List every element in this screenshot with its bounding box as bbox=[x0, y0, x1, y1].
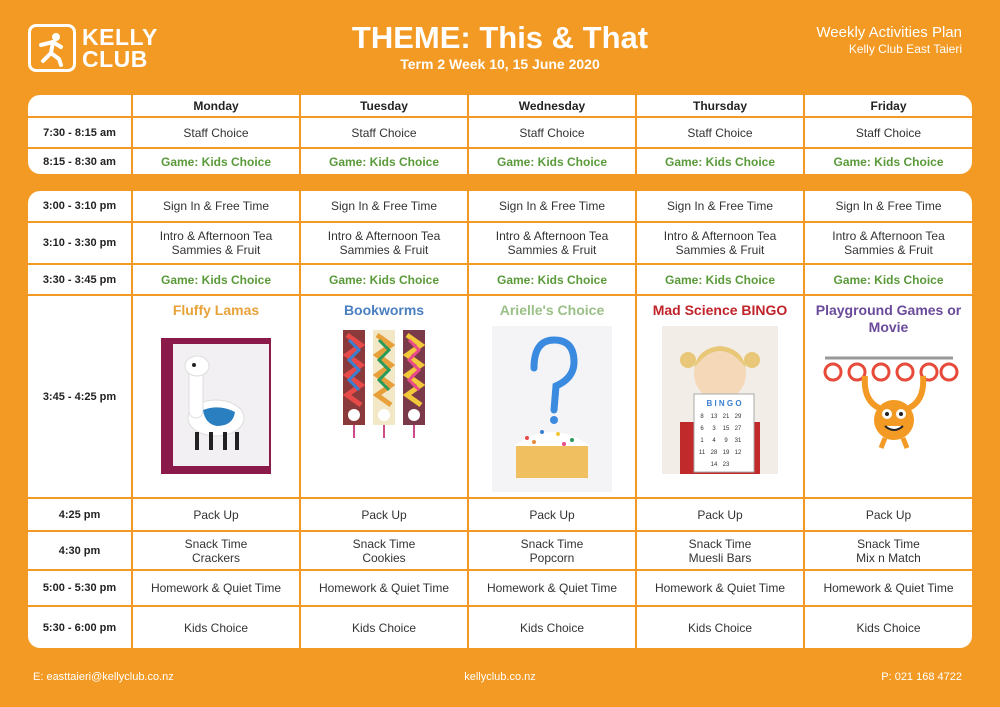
tea-line-1: Intro & Afternoon Tea bbox=[495, 229, 609, 243]
snack-item: Muesli Bars bbox=[688, 550, 752, 565]
game-cell: Game: Kids Choice bbox=[636, 148, 804, 174]
schedule-cell bbox=[636, 222, 804, 264]
bingo-card-letters: B I N G O bbox=[706, 399, 742, 408]
schedule-cell: Homework & Quiet Time bbox=[804, 570, 972, 606]
schedule-cell: Staff Choice bbox=[132, 117, 300, 148]
monkey-bars-icon bbox=[819, 354, 959, 450]
bingo-number: 21 bbox=[722, 414, 730, 420]
schedule-cell: Sign In & Free Time bbox=[300, 191, 468, 222]
time-label: 3:10 - 3:30 pm bbox=[28, 222, 132, 264]
snack-label: Snack Time bbox=[857, 536, 920, 551]
schedule-cell bbox=[636, 531, 804, 570]
schedule-cell bbox=[804, 531, 972, 570]
bingo-number: 31 bbox=[734, 438, 742, 444]
tea-line-1: Intro & Afternoon Tea bbox=[327, 229, 441, 243]
time-label: 7:30 - 8:15 am bbox=[28, 117, 132, 148]
afternoon-schedule-panel bbox=[28, 191, 972, 648]
schedule-cell: Kids Choice bbox=[132, 606, 300, 648]
llama-craft-image bbox=[161, 338, 271, 474]
time-label: 5:00 - 5:30 pm bbox=[28, 570, 132, 606]
bingo-number: 1 bbox=[700, 438, 704, 444]
activity-title: Bookworms bbox=[343, 302, 425, 318]
day-header: Wednesday bbox=[468, 95, 636, 117]
schedule-cell bbox=[804, 222, 972, 264]
schedule-cell: Homework & Quiet Time bbox=[468, 570, 636, 606]
tea-line-1: Intro & Afternoon Tea bbox=[832, 229, 945, 243]
bingo-number: 12 bbox=[734, 450, 742, 456]
schedule-cell bbox=[468, 531, 636, 570]
snack-item: Mix n Match bbox=[856, 550, 921, 565]
bingo-number: 11 bbox=[698, 450, 706, 456]
game-cell: Game: Kids Choice bbox=[300, 148, 468, 174]
activity-cell bbox=[132, 295, 300, 498]
snack-item: Crackers bbox=[191, 550, 240, 565]
page-subtitle: Term 2 Week 10, 15 June 2020 bbox=[400, 56, 600, 72]
schedule-cell: Kids Choice bbox=[804, 606, 972, 648]
schedule-cell bbox=[300, 531, 468, 570]
bingo-number: 29 bbox=[734, 414, 742, 420]
club-name: Kelly Club East Taieri bbox=[848, 42, 962, 56]
snack-label: Snack Time bbox=[688, 536, 752, 551]
snack-label: Snack Time bbox=[520, 536, 584, 551]
bingo-number: 19 bbox=[722, 450, 730, 456]
bingo-number: 4 bbox=[712, 438, 716, 444]
schedule-cell bbox=[468, 222, 636, 264]
bingo-number: 8 bbox=[700, 414, 704, 420]
activity-cell bbox=[804, 295, 972, 498]
schedule-cell: Pack Up bbox=[468, 498, 636, 531]
schedule-cell: Homework & Quiet Time bbox=[132, 570, 300, 606]
game-cell: Game: Kids Choice bbox=[804, 264, 972, 295]
question-cupcake-image bbox=[492, 326, 612, 492]
schedule-cell: Staff Choice bbox=[300, 117, 468, 148]
snack-item: Cookies bbox=[362, 550, 406, 565]
morning-schedule-panel bbox=[28, 95, 972, 174]
activity-cell bbox=[636, 295, 804, 498]
schedule-cell: Kids Choice bbox=[636, 606, 804, 648]
schedule-cell bbox=[132, 222, 300, 264]
activity-title: Mad Science BINGO bbox=[652, 302, 788, 318]
bingo-number: 23 bbox=[722, 462, 730, 468]
bingo-number: 27 bbox=[734, 426, 742, 432]
bingo-number: 14 bbox=[710, 462, 718, 468]
game-cell: Game: Kids Choice bbox=[132, 264, 300, 295]
bingo-girl-image bbox=[662, 326, 778, 474]
schedule-cell: Pack Up bbox=[300, 498, 468, 531]
time-label: 3:30 - 3:45 pm bbox=[28, 264, 132, 295]
time-label: 8:15 - 8:30 am bbox=[28, 148, 132, 174]
schedule-cell: Sign In & Free Time bbox=[132, 191, 300, 222]
schedule-cell: Pack Up bbox=[804, 498, 972, 531]
bingo-number: 13 bbox=[710, 414, 718, 420]
bingo-number: 9 bbox=[724, 438, 728, 444]
schedule-cell: Sign In & Free Time bbox=[804, 191, 972, 222]
time-label: 3:00 - 3:10 pm bbox=[28, 191, 132, 222]
bingo-number: 6 bbox=[700, 426, 704, 432]
schedule-cell: Kids Choice bbox=[468, 606, 636, 648]
activity-cell bbox=[300, 295, 468, 498]
schedule-cell: Staff Choice bbox=[468, 117, 636, 148]
day-header: Friday bbox=[804, 95, 972, 117]
logo-text-kelly: KELLY bbox=[82, 24, 158, 50]
page-title: THEME: This & That bbox=[351, 20, 649, 55]
corner-cell bbox=[28, 95, 132, 117]
bingo-number: 28 bbox=[710, 450, 718, 456]
tea-line-2: Sammies & Fruit bbox=[675, 243, 765, 257]
schedule-cell bbox=[300, 222, 468, 264]
schedule-cell: Staff Choice bbox=[636, 117, 804, 148]
footer-website[interactable]: kellyclub.co.nz bbox=[464, 671, 536, 683]
schedule-cell: Pack Up bbox=[132, 498, 300, 531]
logo-text-club: CLUB bbox=[82, 46, 148, 72]
activity-cell bbox=[468, 295, 636, 498]
bingo-number: 15 bbox=[722, 426, 730, 432]
plan-title: Weekly Activities Plan bbox=[816, 24, 962, 41]
time-label: 4:25 pm bbox=[28, 498, 132, 531]
time-label: 5:30 - 6:00 pm bbox=[28, 606, 132, 648]
day-header: Thursday bbox=[636, 95, 804, 117]
snack-label: Snack Time bbox=[184, 536, 248, 551]
tea-line-1: Intro & Afternoon Tea bbox=[159, 229, 273, 243]
schedule-cell: Sign In & Free Time bbox=[636, 191, 804, 222]
bingo-number: 3 bbox=[712, 426, 716, 432]
tea-line-2: Sammies & Fruit bbox=[339, 243, 429, 257]
snack-label: Snack Time bbox=[352, 536, 416, 551]
schedule-cell bbox=[132, 531, 300, 570]
footer-email[interactable]: E: easttaieri@kellyclub.co.nz bbox=[33, 671, 174, 683]
schedule-cell: Kids Choice bbox=[300, 606, 468, 648]
game-cell: Game: Kids Choice bbox=[132, 148, 300, 174]
snack-item: Popcorn bbox=[529, 550, 575, 565]
time-label: 4:30 pm bbox=[28, 531, 132, 570]
tea-line-2: Sammies & Fruit bbox=[171, 243, 261, 257]
schedule-cell: Homework & Quiet Time bbox=[636, 570, 804, 606]
game-cell: Game: Kids Choice bbox=[468, 264, 636, 295]
activity-title: Fluffy Lamas bbox=[172, 302, 260, 318]
tea-line-2: Sammies & Fruit bbox=[844, 243, 933, 257]
morning-table bbox=[28, 95, 972, 174]
day-header: Tuesday bbox=[300, 95, 468, 117]
schedule-cell: Homework & Quiet Time bbox=[300, 570, 468, 606]
tea-line-1: Intro & Afternoon Tea bbox=[663, 229, 777, 243]
schedule-cell: Staff Choice bbox=[804, 117, 972, 148]
activity-title: Playground Games or Movie bbox=[815, 302, 962, 335]
schedule-cell: Sign In & Free Time bbox=[468, 191, 636, 222]
bookworm-craft-image bbox=[339, 330, 429, 440]
afternoon-table bbox=[28, 191, 972, 648]
activity-title: Arielle's Choice bbox=[499, 302, 605, 318]
game-cell: Game: Kids Choice bbox=[636, 264, 804, 295]
game-cell: Game: Kids Choice bbox=[804, 148, 972, 174]
tea-line-2: Sammies & Fruit bbox=[507, 243, 597, 257]
footer-phone[interactable]: P: 021 168 4722 bbox=[881, 671, 962, 683]
game-cell: Game: Kids Choice bbox=[468, 148, 636, 174]
time-label: 3:45 - 4:25 pm bbox=[28, 295, 132, 498]
day-header: Monday bbox=[132, 95, 300, 117]
schedule-cell: Pack Up bbox=[636, 498, 804, 531]
game-cell: Game: Kids Choice bbox=[300, 264, 468, 295]
